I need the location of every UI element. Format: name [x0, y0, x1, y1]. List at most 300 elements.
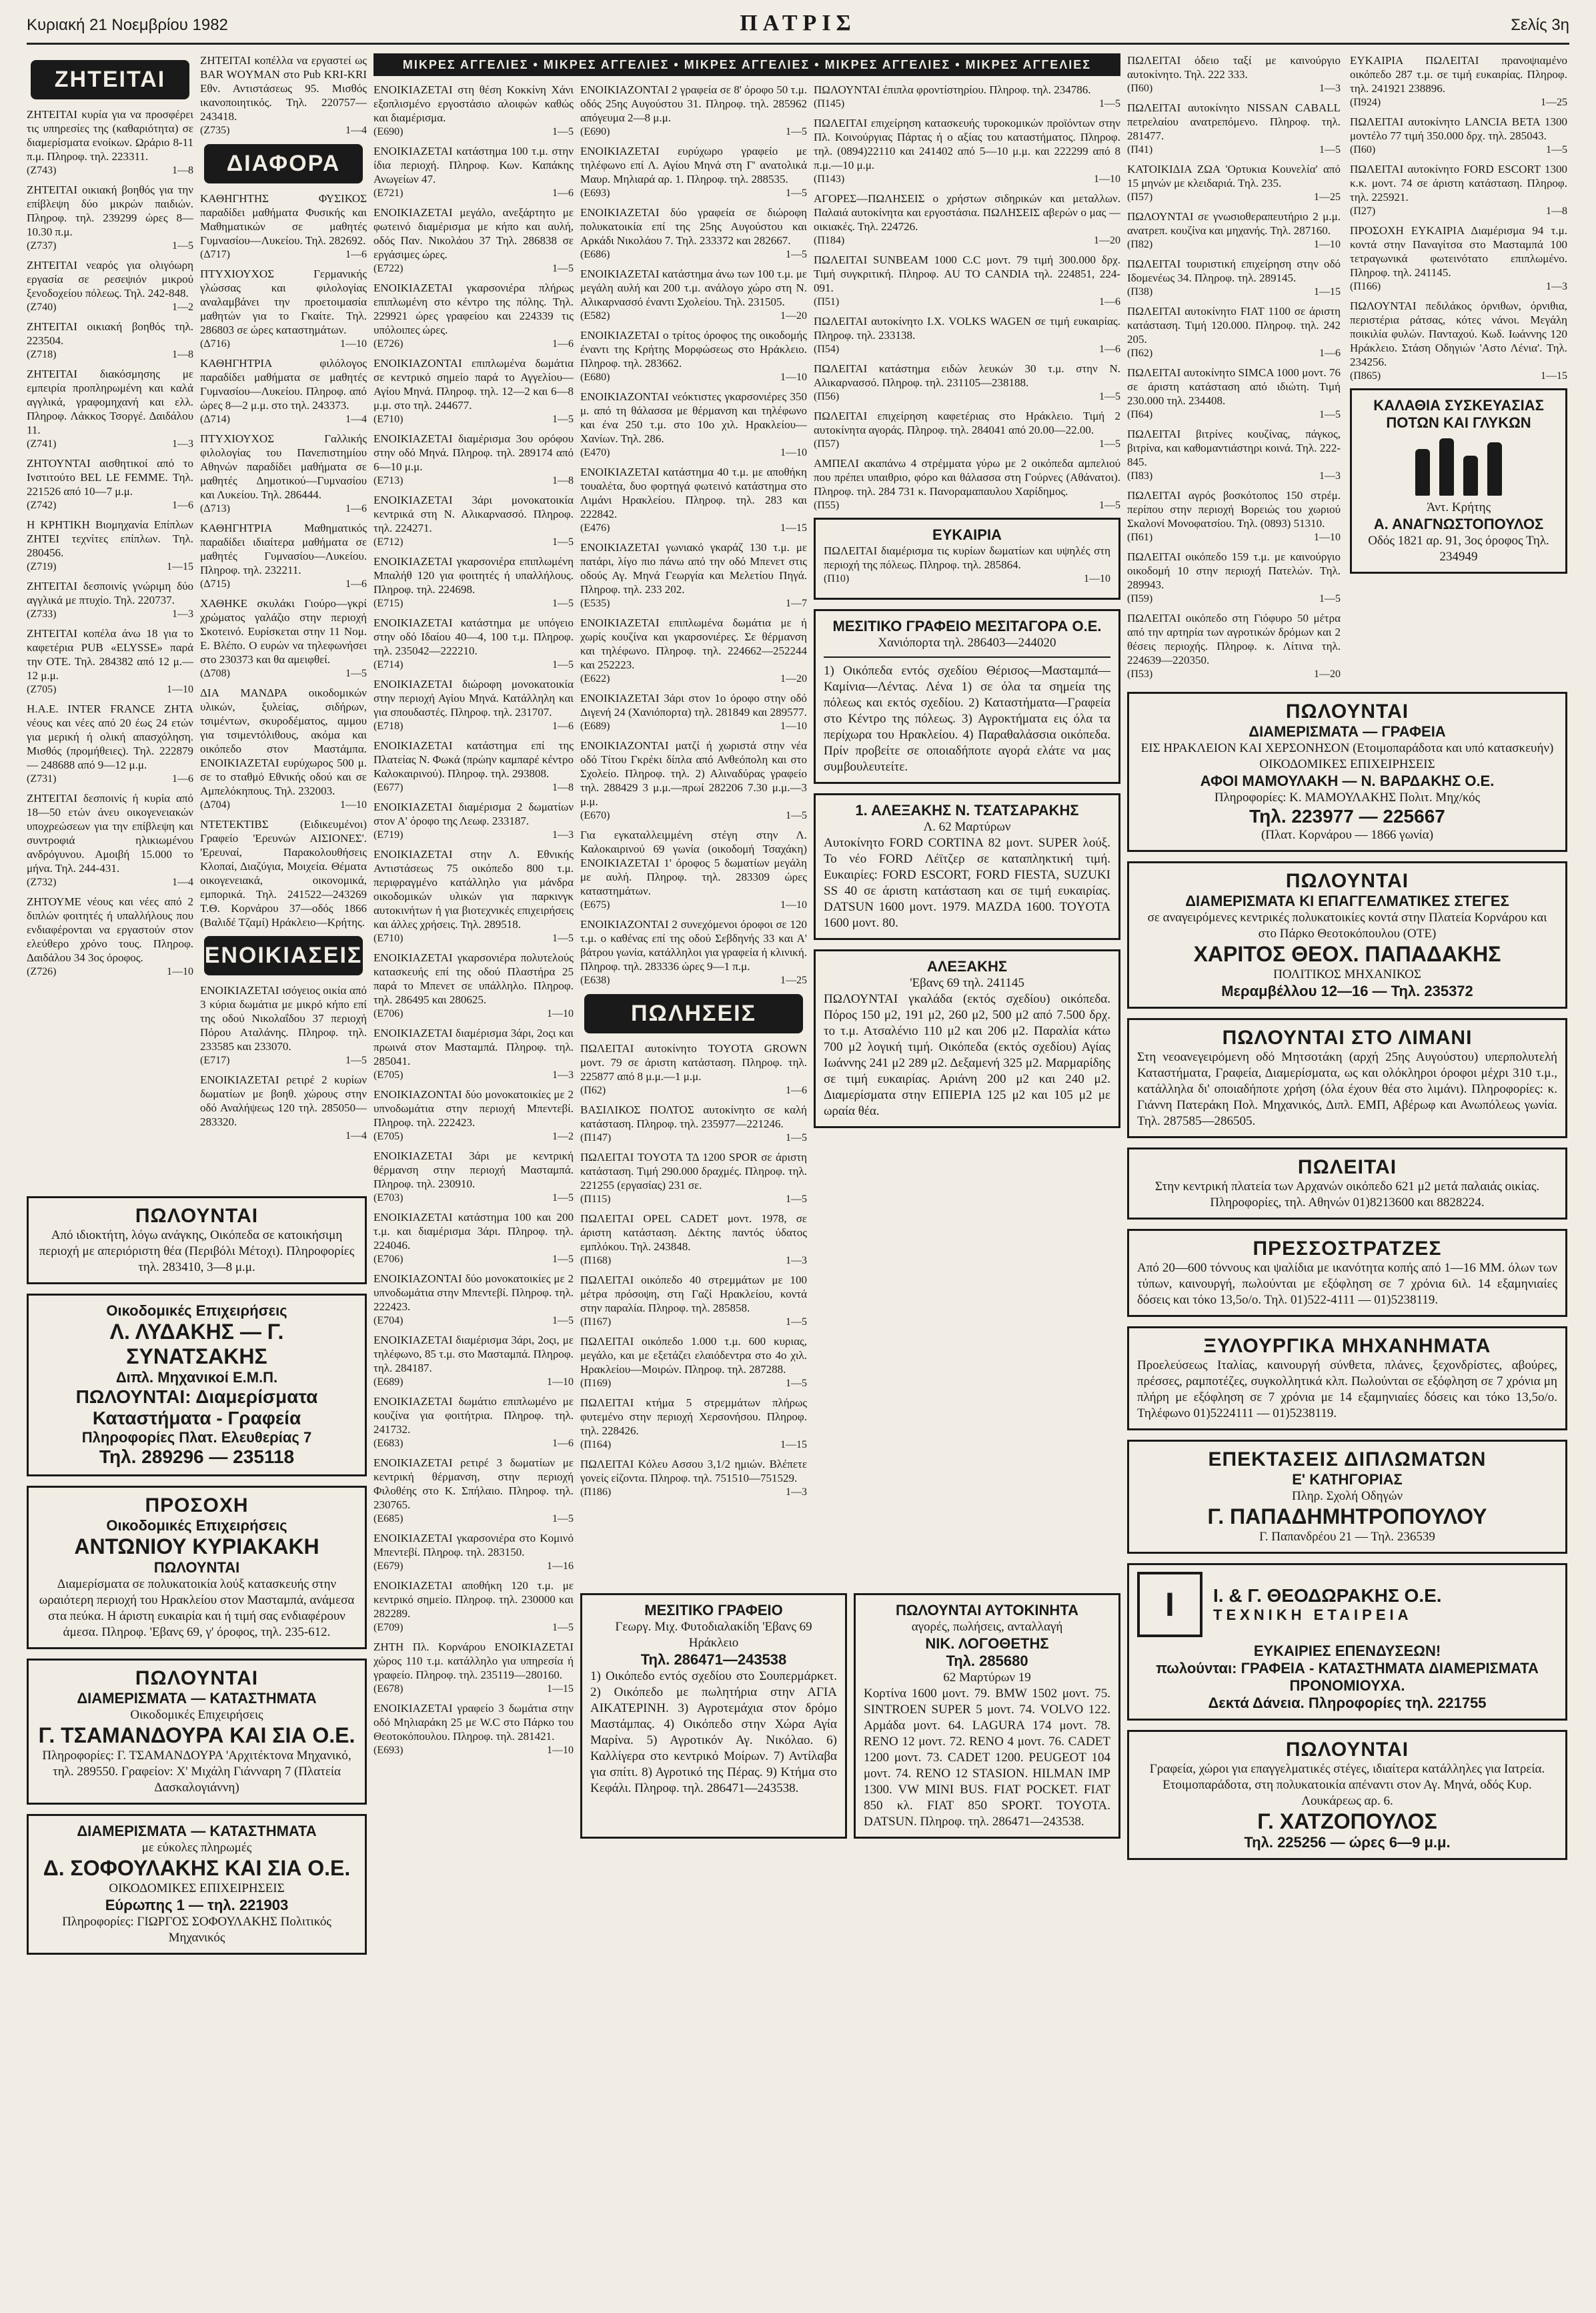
classified-ad: [580, 83, 807, 139]
box-poleitai-center: [1127, 1147, 1567, 1220]
classified-ad: [27, 579, 193, 621]
classified-ad-run: 1—4: [172, 877, 193, 888]
classified-ad: [580, 1103, 807, 1145]
classified-ad-text: ΕΝΟΙΚΙΑΖΕΤΑΙ αποθήκη 120 τ.μ. με κεντρικό σημείο. Πληροφ. τηλ. 230000 και 282289.: [373, 1579, 574, 1620]
classified-ad-run: 1—5: [786, 1132, 807, 1143]
epekt-tel: Γ. Παπανδρέου 21 — Τηλ. 236539: [1259, 1530, 1435, 1544]
chatzopoulos-text: Γραφεία, χώροι για επαγγελματικές στέγες, ιδιαίτερα κατάλληλες για Ιατρεία. Ετοιμοπαράδοτα, στη πολυκατοικία απέναντι στον Αγ. Μηνά, οδός Κυρ. Λουκάρεως αρ. 6.: [1149, 1762, 1545, 1808]
mesitiko-sub: Γεωργ. Μιχ. Φυτοδιαλακίδη 'Εβανς 69 Ηράκλειο: [615, 1620, 812, 1650]
chatzopoulos-tel: Τηλ. 225256 — ώρες 6—9 μ.μ.: [1244, 1834, 1451, 1851]
classified-ad-ref: (E670): [580, 810, 610, 821]
classified-ad-ref: (Π61): [1127, 532, 1153, 543]
classified-ad-text: ΖΗΤΕΙΤΑΙ κυρία για να προσφέρει τις υπηρεσίες της (καθαριότητα) σε διαμερίσματα ενοίκων. Ωράριο 8-11 π.μ. Πληροφ. τηλ. 223311.: [27, 108, 193, 163]
classified-ad-ref: (Π167): [580, 1316, 612, 1328]
classified-ad-text: ΕΝΟΙΚΙΑΖΕΤΑΙ κατάστημα επί της Πλατείας Ν. Φωκά (πρώην καμπαρέ κέντρο Καλοκαιρινού). Πληροφ. τηλ. 293808.: [373, 739, 574, 780]
classified-ad-text: ΝΤΕΤΕΚΤΙΒΣ (Ειδικευμένοι) Γραφείο 'Ερευνών ΑΙΣΙΟΝΕΣ'. 'Ερευναί, Παρακολουθήσεις Κλοπαί, Διαζύγια, Μοιχεία. Θέματα οικογενειακά, οικονομικά, εμπορικά. Τηλ. 241522—243269 Τ.Θ. Κορνάρου 37—οδός 1866 (Βαλιδέ Τζαμί) Ηράκλειο—Κρήτης.: [200, 818, 367, 929]
classified-ad: [580, 739, 807, 823]
tsamandoura-title: ΠΩΛΟΥΝΤΑΙ: [135, 1667, 259, 1689]
limani-text: Στη νεοανεγειρόμενη οδό Μητσοτάκη (αρχή 25ης Αυγούστου) υπερπολυτελή Καταστήματα, Γραφεία, Διαμερίσματα, ως και ολόκληροι όροφοι μέχρι 310 τ.μ., κατάλληλα δι' οποιαδήποτε χρήση (όλα έχουν θέα στο λιμάνι). Πληροφορίες: κ. Γιάννη Πατεράκη Πολ. Μηχανικός, Διπλ. ΕΜΠ, Αβέρωφ και Ανωπόλεως γωνία. Τηλ. 287585—286505.: [1137, 1050, 1557, 1128]
classified-ad: [200, 521, 367, 591]
classified-ad: [27, 518, 193, 574]
classified-ad-ref: (E704): [373, 1315, 404, 1326]
classified-ad-text: ΕΝΟΙΚΙΑΖΕΤΑΙ κατάστημα με υπόγειο στην οδό Ιδαίου 40—4, 100 τ.μ. Πληροφ. τηλ. 235042—222210.: [373, 616, 574, 657]
kyriakakis-sub: Οικοδομικές Επιχειρήσεις: [106, 1517, 287, 1534]
classified-ad-ref: (E715): [373, 598, 404, 609]
classified-ad-run: 1—5: [1319, 593, 1341, 604]
classified-ad: [200, 191, 367, 262]
epekt-sub: Ε' ΚΑΤΗΓΟΡΙΑΣ: [1292, 1471, 1403, 1488]
classified-ad-ref: (E709): [373, 1622, 404, 1633]
classified-ad: [1127, 550, 1341, 606]
classified-ad-text: ΕΝΟΙΚΙΑΖΕΤΑΙ ρετιρέ 2 κυρίων δωματίων με βοηθ. χώρους στην οδό Αναλήψεως 120 τηλ. 285050—283320.: [200, 1073, 367, 1128]
classified-ad-text: ΠΩΛΕΙΤΑΙ οικόπεδο στη Γιόφυρο 50 μέτρα από την αρτηρία των αγροτικών δρόμων και 2 θέσεις περιοχής. Πληροφ. κ. Λίτινα τηλ. 224639—220350.: [1127, 612, 1341, 666]
classified-ad: [1127, 53, 1341, 95]
classified-ad-ref: (Π166): [1350, 281, 1381, 292]
classified-ad-text: ΚΑΘΗΓΗΤΡΙΑ Μαθηματικός παραδίδει ιδιαίτερα μαθήματα σε μαθητές Γυμνασίου—Λυκείου. Πληροφ. τηλ. 232211.: [200, 522, 367, 576]
classified-ad-text: ΠΤΥΧΙΟΥΧΟΣ Γερμανικής γλώσσας και φιλολογίας αναλαμβάνει την προετοιμασία μαθητών για το Γκαίτε. Τηλ. 286803 σε ώρες καταστημάτων.: [200, 268, 367, 336]
classified-ad-run: 1—10: [1084, 573, 1110, 584]
classified-ad-text: ΠΩΛΟΥΝΤΑΙ έπιπλα φροντίστηρίου. Πληροφ. τηλ. 234786.: [814, 83, 1091, 96]
classified-ad-text: ΖΗΤΟΥΜΕ νέους και νέες από 2 διπλών φοιτητές ή υπαλλήλους που ενδιαφέρονται να εργαστούν στον ελεύθερο χρόνο τους. Πληροφ. Δαιδάλου 34 3ος όροφος.: [27, 895, 193, 964]
classified-ad-run: 1—10: [167, 684, 193, 695]
mamoulakis-text: ΕΙΣ ΗΡΑΚΛΕΙΟΝ ΚΑΙ ΧΕΡΣΟΝΗΣΟΝ (Ετοιμοπαράδοτα και υπό κατασκευήν) ΟΙΚΟΔΟΜΙΚΕΣ ΕΠΙΧΕΙΡΗΣΕΙΣ: [1140, 741, 1554, 771]
classified-ad-ref: (E712): [373, 536, 404, 548]
classified-ad-run: 1—5: [345, 1055, 367, 1066]
classified-ad: [580, 465, 807, 535]
classified-ad-run: 1—5: [552, 1192, 574, 1204]
classified-ad-text: ΕΝΟΙΚΙΑΖΕΤΑΙ δωμάτιο επιπλωμένο με κουζίνα για φοιτήτρια. Πληροφ. τηλ. 241732.: [373, 1395, 574, 1436]
classified-ad-text: ΕΝΟΙΚΙΑΖΟΝΤΑΙ δύο μονοκατοικίες με 2 υπνοδωμάτια στην περιοχή Μπεντεβί. Πληροφ. τηλ. 222423.: [373, 1088, 574, 1129]
classified-ad: [1350, 53, 1567, 109]
papadakis-tel: Μεραμβέλλου 12—16 — Τηλ. 235372: [1221, 983, 1473, 999]
classified-ad-run: 1—7: [786, 598, 807, 609]
lydakis-sub: Διπλ. Μηχανικοί Ε.Μ.Π.: [115, 1369, 278, 1386]
classified-ad-ref: (Π62): [1127, 348, 1153, 359]
box-mamoulakis: [1127, 692, 1567, 852]
classified-ad-ref: (Δ715): [200, 578, 230, 590]
presses-text: Από 20—600 τόννους και ψαλίδια με ικανότητα κοπής από 1—16 ΜΜ. όλων των τύπων, καινουργή, πωλούνται με εξόφληση σε 7 χρόνια 6ιλ. 14 εξαμηνιαίες δόσεις και τόκο 13,5ο/ο. Τηλ. 01)522-4111 — 01)5238119.: [1137, 1261, 1557, 1307]
sofoulakis-info: Πληροφορίες: ΓΙΩΡΓΟΣ ΣΟΦΟΥΛΑΚΗΣ Πολιτικός Μηχανικός: [62, 1915, 331, 1945]
classified-ad: [580, 205, 807, 262]
chatzopoulos-name: Γ. ΧΑΤΖΟΠΟΥΛΟΣ: [1257, 1809, 1437, 1833]
classified-ad-ref: (Z737): [27, 240, 57, 252]
classified-ad-ref: (E721): [373, 187, 404, 199]
classified-ad-text: ΠΩΛΕΙΤΑΙ αυτοκίνητο FIAT 1100 σε άριστη κατάσταση. Τιμή 120.000. Πληροφ. τηλ. 242 205.: [1127, 305, 1341, 346]
classified-ad: [373, 1149, 574, 1205]
classified-ad-text: ΠΩΛΕΙΤΑΙ οικόπεδο 40 στρεμμάτων με 100 μέτρα πρόσοψη, στη Γαζί Ηρακλείου, κοντά στην παραλία. Πληροφ. τηλ. 285858.: [580, 1274, 807, 1314]
classified-ad: [580, 144, 807, 200]
classified-ad-ref: (E693): [373, 1745, 404, 1756]
classified-ad: [580, 1150, 807, 1206]
classified-ad-run: 1—10: [547, 1376, 574, 1388]
alexakis1-text: Αυτοκίνητο FORD CORTINA 82 μοντ. SUPER λούξ. Το νέο FORD Λέϊτζερ σε καταπληκτική τιμή. Ευκαιρίες: FORD ESCORT, FORD FIESTA, SUZUKI SS 40 σε άριστη κατάσταση και σε τιμή ευκαιρίας. DATSUN 1600 μοντ. 1979. MAZDA 1600. TOYOTA 1600 μοντ. 80.: [824, 836, 1110, 930]
classified-ad-ref: (Π924): [1350, 97, 1381, 108]
sofoulakis-name: Δ. ΣΟΦΟΥΛΑΚΗΣ ΚΑΙ ΣΙΑ Ο.Ε.: [43, 1856, 351, 1880]
classified-ad-run: 1—6: [552, 338, 574, 350]
classified-ad-ref: (E719): [373, 829, 404, 841]
classified-ad: [1127, 304, 1341, 360]
classified-ad-text: ΕΝΟΙΚΙΑΖΕΤΑΙ ρετιρέ 3 δωματίων με κεντρική θέρμανση, στην περιοχή Φιλοθέης στο Κ. Σπήλαιο. Πληροφ. τηλ. 230765.: [373, 1456, 574, 1511]
classified-ad: [580, 828, 807, 912]
classified-ad-run: 1—15: [780, 1439, 807, 1450]
classified-ad-run: 1—3: [552, 1069, 574, 1081]
alexakis1-address: Λ. 62 Μαρτύρων: [923, 820, 1011, 834]
classified-ad-ref: (E683): [373, 1438, 404, 1449]
classified-ad-text: ΠΩΛΕΙΤΑΙ επιχείρηση κατασκευής τυροκομικών προϊόντων στην Πλ. Κοινούργιας Πάρτας ή ο αξίας του καταστήματος. Πληροφ. τηλ. (0894)22110 και 241402 από 5—10 μ.μ. και 222299 από 8 π.μ.—10 μ.μ.: [814, 117, 1120, 171]
xylourgika-text: Προελεύσεως Ιταλίας, καινουργή σύνθετα, πλάνες, ξεχονδρίστες, αβούρες, πρέσσες, ραμποτέζες, συγκολλητικά κλπ. Πωλούνται σε εξόφληση σε 7 χρόνια μη πλήρη με εξόφληση σε 7 χρόνια με 14 εξαμηνιαίες δόσεις και τόκο 13,5ο/ο. Τηλέφωνο 01)5224111 — 01)5238119.: [1137, 1358, 1557, 1420]
classified-ad: [200, 983, 367, 1067]
theodorakis-sub: ΤΕΧΝΙΚΗ ΕΤΑΙΡΕΙΑ: [1213, 1606, 1413, 1623]
logotheti-title: ΠΩΛΟΥΝΤΑΙ ΑΥΤΟΚΙΝΗΤΑ: [896, 1602, 1078, 1618]
classified-ad-ref: (Z735): [200, 125, 230, 136]
section-header-poliseis: ΠΩΛΗΣΕΙΣ: [584, 994, 803, 1033]
classified-ad: [27, 107, 193, 177]
classified-ad-run: 1—15: [1314, 286, 1341, 298]
classified-ad-text: ΕΝΟΙΚΙΑΖΟΝΤΑΙ 2 συνεχόμενοι όροφοι σε 120 τ.μ. ο καθένας επί της οδού Σεβδηνής 33 και Α' βάτρου γωνία, κατάλληλοι για γραφεία ή κλινική. Πληροφ. τηλ. 283336 ώρες 9—1 π.μ.: [580, 918, 807, 973]
classified-ad-run: 1—2: [172, 302, 193, 313]
ad-list-col4: [580, 83, 807, 987]
classified-ad-text: ΕΝΟΙΚΙΑΖΕΤΑΙ κατάστημα άνω των 100 τ.μ. με μεγάλη αυλή και 200 τ.μ. ανάλογο χώρο στη Ν. Αλικαρνασσό έναντι Σχολείου. Τηλ. 231505.: [580, 268, 807, 308]
classified-ad-run: 1—5: [552, 263, 574, 274]
classified-ad-run: 1—8: [1546, 205, 1567, 217]
presses-title: ΠΡΕΣΣΟΣΤΡΑΤΖΕΣ: [1253, 1238, 1442, 1260]
classified-ad-run: 1—10: [340, 799, 367, 811]
classified-ad-run: 1—10: [547, 1745, 574, 1756]
classified-ad: [373, 493, 574, 549]
classified-ad: [27, 702, 193, 786]
classified-ad-text: ΕΝΟΙΚΙΑΖΕΤΑΙ επιπλωμένα δωμάτια με ή χωρίς κουζίνα και γκαρσονιέρες. Σε θέρμανση και τηλέφωνο. Πληροφ. τηλ. 224662—252244 και 252223.: [580, 616, 807, 671]
classified-ad-run: 1—5: [552, 1513, 574, 1524]
classified-ad-text: ΖΗΤΕΙΤΑΙ οικιακή βοηθός τηλ. 223504.: [27, 320, 193, 347]
classified-ad: [27, 895, 193, 979]
chatzopoulos-title: ΠΩΛΟΥΝΤΑΙ: [1285, 1739, 1409, 1761]
polountai1-text: Από ιδιοκτήτη, λόγω ανάγκης, Οικόπεδα σε κατοικήσιμη περιοχή με απεριόριστη θέα (Περιβόλι Μέτοχι). Πληροφορίες τηλ. 283410, 3—8 μ.μ.: [39, 1228, 355, 1274]
classified-ad-ref: (E718): [373, 721, 404, 732]
classified-ad: [814, 314, 1120, 356]
classified-ad-run: 1—6: [1319, 348, 1341, 359]
classified-ad-text: ΑΓΟΡΕΣ—ΠΩΛΗΣΕΙΣ ο χρήστων σιδηρικών και μεταλλων. Παλαιά αυτοκίνητα και εργοστάσια. ΠΩΛΗΣΕΙΣ αβερών ο μας — οικιακές. Τηλ. 224726.: [814, 192, 1120, 233]
classified-ad-text: ΕΝΟΙΚΙΑΖΟΝΤΑΙ 2 γραφεία σε 8' όροφο 50 τ.μ. οδός 25ης Αυγούστου 31. Πληροφ. τηλ. 285962 απόγευμα 2—8 μ.μ.: [580, 83, 807, 124]
classified-ad: [580, 540, 807, 610]
classified-ad: [814, 116, 1120, 186]
classified-ad-text: ΖΗΤΕΙΤΑΙ νεαρός για ολιγόωρη εργασία σε ρεσεψιόν μικρού ξενοδοχείου πόλεως. Τηλ. 242-848.: [27, 259, 193, 300]
classified-ad: [580, 691, 807, 733]
classified-ad-ref: (E713): [373, 475, 404, 486]
classified-ad-ref: (Π64): [1127, 409, 1153, 420]
classified-ad-ref: (E717): [200, 1055, 230, 1066]
potwn-sub: Άντ. Κρήτης: [1426, 500, 1491, 514]
classified-ad-ref: (E476): [580, 522, 610, 534]
classified-ad: [373, 847, 574, 945]
ad-list-col2b: [200, 191, 367, 929]
classified-ad-text: ΕΝΟΙΚΙΑΖΕΤΑΙ δύο γραφεία σε διώροφη πολυκατοικία επί της 25ης Αυγούστου και Αρκάδι Νικολάου 7. Τηλ. 233372 και 282667.: [580, 206, 807, 247]
classified-ad: [824, 544, 1110, 586]
poleitai-center-title: ΠΩΛΕΙΤΑΙ: [1297, 1156, 1397, 1178]
ad-list-col5: [814, 83, 1120, 512]
box-eykairia-title: ΕΥΚΑΙΡΙΑ: [932, 526, 1002, 543]
classified-ad-run: 1—8: [172, 349, 193, 360]
classified-ad-run: 1—5: [552, 659, 574, 670]
classified-ad-ref: (E710): [373, 414, 404, 425]
classified-ad-text: ΕΝΟΙΚΙΑΖΕΤΑΙ ισόγειος οικία από 3 κύρια δωμάτια με μικρό κήπο επί της οδού Νικολαΐδου 37 περιοχή Πόρου Αταλάνης. Πληροφ. τηλ. 233585 και 233070.: [200, 984, 367, 1053]
classified-ad-ref: (E582): [580, 310, 610, 322]
classified-ad-ref: (Π83): [1127, 470, 1153, 482]
classified-ad-run: 1—16: [547, 1560, 574, 1572]
classified-ad: [1127, 366, 1341, 422]
logotheti-tel: Τηλ. 285680: [946, 1653, 1028, 1669]
classified-ad-text: ΔΙΑ ΜΑΝΔΡΑ οικοδομικών υλικών, ξυλείας, σιδήρων, τσιμέντων, σκυροδέματος, αμμου για τσιμεντόλιθους, ακόμα και οικόπεδο στον Μαστάμπα. ΕΝΟΙΚΙΑΖΕΤΑΙ ευρύχωρος 500 μ. σε το σταθμό Εθνικής οδού και σε Αμπελόκηπους. Τηλ. 232003.: [200, 686, 367, 797]
classified-ad-run: 1—5: [1546, 144, 1567, 155]
classified-ad: [1127, 257, 1341, 299]
box-kyriakakis: [27, 1486, 367, 1649]
classified-ad-text: ΕΝΟΙΚΙΑΖΕΤΑΙ 3άρι μονοκατοικία κεντρικά στη Ν. Αλικαρνασσό. Πληροφ. τηλ. 224271.: [373, 494, 574, 534]
classified-ad: [373, 677, 574, 733]
box-potwn: [1350, 388, 1567, 574]
classified-ad-run: 1—5: [786, 187, 807, 199]
column-4: [580, 83, 807, 2300]
mesitiko-text: 1) Οικόπεδο εντός σχεδίου στο Σουπερμάρκετ. 2) Οικόπεδο με πωλητήρια στην ΑΓΙΑ ΑΙΚΑΤΕΡΙΝΗ. 3) Αγροτεμάχια στον δρόμο Μαστάμπας. 4) Οικόπεδο στην Χώρα Αγία Μαρίνα. 5) Αγροτικόν Αγ. Νικόλαο. 6) Καλλίγερα στο κεντρικό Μοίρων. 7) Αντίλαβα για σπίτι. 8) Αγροτικό της Πέρας. 9) Κτήμα στο Κεφάλι. Πληροφ. τηλ. 286471—243538.: [590, 1669, 837, 1795]
classified-ad-text: ΖΗΤΕΙΤΑΙ διακόσμησης με εμπειρία προπληρωμένη και καλά αγγλικά, γραφομηχανή και ελλ. Πληροφ. Λάκκος Τσοργέ. Δαιδάλου 11.: [27, 368, 193, 436]
classified-ad: [200, 432, 367, 516]
classified-ad: [200, 817, 367, 929]
classified-ad-ref: (Π51): [814, 296, 840, 308]
classified-ad-text: ΖΗΤΗ Πλ. Κορνάρου ΕΝΟΙΚΙΑΖΕΤΑΙ χώρος 110 τ.μ. κατάλληλο για υπηρεσία ή γραφείο. Πληροφ. τηλ. 235119—280160.: [373, 1641, 574, 1681]
classified-ad-run: 1—25: [1314, 191, 1341, 203]
epekt-title: ΕΠΕΚΤΑΣΕΙΣ ΔΙΠΛΩΜΑΤΩΝ: [1208, 1448, 1487, 1470]
classified-ad-run: 1—3: [1546, 281, 1567, 292]
classified-ad: [373, 1210, 574, 1266]
classified-ad-run: 1—10: [1314, 532, 1341, 543]
theodorakis-text2: πωλούνται: ΓΡΑΦΕΙΑ - ΚΑΤΑΣΤΗΜΑΤΑ ΔΙΑΜΕΡΙΣΜΑΤΑ ΠΡΟΝΟΜΙΟΥΧΑ.: [1156, 1660, 1539, 1694]
logotheti-address: 62 Μαρτύρων 19: [943, 1671, 1031, 1685]
classified-ad-text: ΖΗΤΕΙΤΑΙ δεσποινίς ή κυρία από 18—50 ετών άνευ οικογενειακών υποχρεώσεων για την επίβλεψη και συντροφιά ηλικιωμένου ανδρόγυνου. Αμοιβή 15.000 το μήνα. Τηλ. 244-431.: [27, 792, 193, 875]
classified-ad-run: 1—10: [780, 372, 807, 383]
classified-ad-ref: (E726): [373, 338, 404, 350]
classified-ad-run: 1—6: [1099, 296, 1120, 308]
classified-ad: [814, 253, 1120, 309]
classified-ad-text: ΠΩΛΟΥΝΤΑΙ πεδιλάκος όρνιθων, όρνιθια, περιστέρια ράτσας, κότες νάνοι. Μεγάλη ποικιλία φυλών. Πανταχού. Κωδ. Ιωάννης 120 Ηράκλειο. Στάση Οδηγιών 'Αστο Λένια'. Τηλ. 234256.: [1350, 300, 1567, 368]
classified-ad-ref: (Π147): [580, 1132, 612, 1143]
potwn-tel: Οδός 1821 αρ. 91, 3ος όροφος Τηλ. 234949: [1368, 534, 1549, 564]
classified-ad-ref: (E685): [373, 1513, 404, 1524]
classified-ad-text: ΧΑΘΗΚΕ σκυλάκι Γιούρο—γκρί χρώματος γαλάζιο στην περιοχή Σκοτεινό. Ευρίσκεται στην 11 Νομ. Ε. Βλέπο. Ο ευρών να τηλεφωνήσει στο 230373 και θα αμειφθεί.: [200, 597, 367, 666]
classified-ad-run: 1—10: [780, 899, 807, 911]
classified-ad-run: 1—15: [547, 1683, 574, 1695]
classified-ad: [580, 1041, 807, 1097]
classified-ad: [580, 1212, 807, 1268]
classified-ad-text: ΠΩΛΕΙΤΑΙ κτήμα 5 στρεμμάτων πλήρως φυτεμένο στην περιοχή Χερσονήσου. Πληροφ. τηλ. 228426.: [580, 1396, 807, 1437]
classified-ad-text: ΠΩΛΕΙΤΑΙ οικόπεδο 1.000 τ.μ. 600 κυριας, μεγάλο, και με εξετάζει ελαιόδεντρα στο 4ο χιλ. Ηρακλείου—Μοιρών. Πληροφ. τηλ. 287288.: [580, 1335, 807, 1376]
classified-ad: [373, 281, 574, 351]
ad-list-col2: [200, 53, 367, 137]
classified-ad-run: 1—5: [786, 1316, 807, 1328]
classified-ad: [1127, 427, 1341, 483]
classified-ad: [373, 144, 574, 200]
classified-ad-ref: (E686): [580, 249, 610, 260]
theodorakis-title: Ι. & Γ. ΘΕΟΔΩΡΑΚΗΣ Ο.Ε.: [1213, 1585, 1442, 1606]
classified-ad: [200, 1073, 367, 1143]
classified-ad-run: 1—5: [786, 1194, 807, 1205]
classified-ad: [373, 1087, 574, 1143]
classified-ad-ref: (Π143): [814, 173, 845, 185]
classified-ad-text: ΠΩΛΕΙΤΑΙ βιτρίνες κουζίνας, πάγκος, βιτρίνα, και καθομαντιάστηρι κοινά. Τηλ. 222-845.: [1127, 428, 1341, 468]
mesitagora-title: ΜΕΣΙΤΙΚΟ ΓΡΑΦΕΙΟ ΜΕΣΙΤΑΓΟΡΑ Ο.Ε.: [832, 618, 1102, 634]
classified-ad: [580, 267, 807, 323]
classified-ad: [580, 1457, 807, 1499]
classified-ad-run: 1—6: [345, 249, 367, 260]
classified-ad: [373, 616, 574, 672]
classified-ad-run: 1—10: [167, 966, 193, 977]
classified-ad-ref: (Π169): [580, 1378, 612, 1389]
ad-list-col2c: [200, 983, 367, 1143]
classified-ad-run: 1—5: [1319, 409, 1341, 420]
lydakis-title: Οικοδομικές Επιχειρήσεις: [106, 1302, 287, 1319]
classified-ad-text: ΕΝΟΙΚΙΑΖΟΝΤΑΙ δύο μονοκατοικίες με 2 υπνοδωμάτια στην Μπεντεβί. Πληροφ. τηλ. 222423.: [373, 1272, 574, 1313]
classified-ad-run: 1—6: [786, 1085, 807, 1096]
classified-ad-text: ΠΩΛΟΥΝΤΑΙ σε γνωσιοθεραπευτήριο 2 μ.μ. ανατρεπ. κουζίνα και μηχανής. Τηλ. 287160.: [1127, 210, 1341, 237]
classified-ad-run: 1—5: [552, 598, 574, 609]
box-sofoulakis: [27, 1814, 367, 1955]
classified-ad-run: 1—20: [1314, 668, 1341, 680]
classified-ad-run: 1—6: [552, 187, 574, 199]
classified-ad-run: 1—2: [552, 1131, 574, 1142]
tsamandoura-name: Γ. ΤΣΑΜΑΝΔΟΥΡΑ ΚΑΙ ΣΙΑ Ο.Ε.: [38, 1723, 355, 1747]
classified-ad-ref: (Π41): [1127, 144, 1153, 155]
logotheti-name: ΝΙΚ. ΛΟΓΟΘΕΤΗΣ: [925, 1635, 1049, 1652]
classified-ad-text: ΕΝΟΙΚΙΑΖΕΤΑΙ κατάστημα 100 και 200 τ.μ. και διαμέρισμα 3άρι. Πληροφ. τηλ. 224046.: [373, 1211, 574, 1252]
classified-ad-text: ΕΝΟΙΚΙΑΖΕΤΑΙ κατάστημα 40 τ.μ. με αποθήκη τουαλέτα, δυο φορτηγά φωτεινό κατάστημα στο Λιμάνι Ηρακλείου. Πληροφ. τηλ. 283 και 222842.: [580, 466, 807, 520]
papadakis-title2: ΠΟΛΙΤΙΚΟΣ ΜΗΧΑΝΙΚΟΣ: [1273, 967, 1421, 981]
classified-ad-ref: (E706): [373, 1008, 404, 1019]
classified-ad-ref: (E678): [373, 1683, 404, 1695]
classified-ad-run: 1—8: [172, 165, 193, 176]
classified-ad-run: 1—5: [552, 126, 574, 137]
classified-ad-ref: (Π62): [580, 1085, 606, 1096]
classified-ad-ref: (Π168): [580, 1255, 612, 1266]
classified-ad: [580, 917, 807, 987]
classified-ad-ref: (Z731): [27, 773, 57, 785]
classified-ad-run: 1—20: [780, 310, 807, 322]
classified-ad: [373, 1640, 574, 1696]
classified-ad-run: 1—15: [1541, 370, 1567, 382]
classified-ad-text: ΕΝΟΙΚΙΑΖΕΤΑΙ κατάστημα 100 τ.μ. στην ίδια περιοχή. Πληροφ. Κων. Καπάκης Ανωγείων 47.: [373, 145, 574, 185]
classified-ad-text: ΑΜΠΕΛΙ ακαπάνω 4 στρέμματα γύρω με 2 οικόπεδα αμπελιού που πρέπει υπαιθριο, φόρο και θάλασσα στη Γούρνες (Αθάνατοι). Πληροφ. τηλ. 284 731 κ. Πανοραμαπαυλου Χαρίδημος.: [814, 457, 1120, 498]
classified-ad-ref: (E638): [580, 975, 610, 986]
box-logotheti: [854, 1593, 1120, 1839]
classified-ad: [373, 205, 574, 276]
classified-ad-run: 1—5: [1319, 144, 1341, 155]
classified-ad: [27, 320, 193, 362]
classified-ad-text: ΠΩΛΕΙΤΑΙ επιχείρηση καφετέριας στο Ηράκλειο. Τιμή 2 αυτοκίνητα αγοράς. Πληροφ. τηλ. 284041 από 20.00—22.00.: [814, 410, 1120, 436]
box-lydakis: [27, 1294, 367, 1476]
classified-ad-text: ΠΩΛΕΙΤΑΙ αυτοκίνητο I.X. VOLKS WAGEN σε τιμή ευκαιρίας. Πληροφ. τηλ. 233138.: [814, 315, 1120, 342]
box-polountai1: [27, 1196, 367, 1284]
classified-ad-text: ΠΩΛΕΙΤΑΙ SUNBEAM 1000 C.C μοντ. 79 τιμή 300.000 δρχ. Τιμή συγκριτική. Πληροφ. AU TO CANDIA τηλ. 224851, 224-091.: [814, 254, 1120, 294]
classified-ad: [373, 554, 574, 610]
classified-ad-text: ΠΩΛΕΙΤΑΙ TOYOTA ΤΔ 1200 SPOR σε άριστη κατάσταση. Τιμή 290.000 δραχμές. Πληροφ. τηλ. 221255 (εργασίας) 231 σε.: [580, 1151, 807, 1192]
classified-ad-run: 1—10: [547, 1008, 574, 1019]
classified-ad-run: 1—5: [1099, 391, 1120, 402]
sofoulakis-tel: Εύρωπης 1 — τηλ. 221903: [105, 1897, 289, 1913]
classified-ad-ref: (Π10): [824, 573, 850, 584]
classified-ad: [1127, 488, 1341, 544]
classified-ad-text: ΖΗΤΕΙΤΑΙ δεσποινίς γνώριμη δύο αγγλικά με πτυχίο. Τηλ. 220737.: [27, 580, 193, 606]
classified-ad-text: ΕΝΟΙΚΙΑΖΟΝΤΑΙ ματζί ή χωριστά στην νέα οδό Τίτου Γκρέκι δίπλα από Ανθεόπολη και στο Σχολείο. Πληροφ. τηλ. 2) Αλιναδύρας γραφείο τηλ. 288429 3 μ.μ.—πρωί 282206 7.30 μ.μ.—3 μ.μ.: [580, 739, 807, 808]
classified-ad-ref: (Π60): [1127, 83, 1153, 94]
classified-ad-text: ΠΩΛΕΙΤΑΙ αυτοκίνητο LANCIA BETA 1300 μοντέλο 77 τιμή 350.000 δρχ. τηλ. 285043.: [1350, 115, 1567, 142]
classified-ad-ref: (Z743): [27, 165, 57, 176]
mamoulakis-tel: Τηλ. 223977 — 225667: [1249, 806, 1445, 827]
box-tsamandoura: [27, 1659, 367, 1805]
classified-ad-run: 1—3: [552, 829, 574, 841]
sofoulakis-title: ΔΙΑΜΕΡΙΣΜΑΤΑ — ΚΑΤΑΣΤΗΜΑΤΑ: [77, 1823, 317, 1839]
classified-ad-ref: (Δ704): [200, 799, 230, 811]
classified-ad: [27, 183, 193, 253]
classified-ad-ref: (E690): [580, 126, 610, 137]
classified-ad-text: ΕΝΟΙΚΙΑΖΕΤΑΙ γκαρσονιέρα πλήρως επιπλωμένη στο κέντρο της πόλης. Τηλ. 229921 ώρες γραφείου και 224339 τις υπόλοιπες ώρες.: [373, 282, 574, 336]
classified-ad-text: ΕΝΟΙΚΙΑΖΕΤΑΙ διαμέρισμα 3ου ορόφου στην οδό Μηνά. Πληροφ. τηλ. 289174 από 6—10 μ.μ.: [373, 432, 574, 473]
classified-ad-ref: (E714): [373, 659, 404, 670]
classified-ad: [1127, 162, 1341, 204]
classified-ad-run: 1—15: [167, 561, 193, 572]
classified-ad: [373, 1272, 574, 1328]
ad-list-col4b: [580, 1041, 807, 1499]
classified-ad-text: Η ΚΡΗΤΙΚΗ Βιομηχανία Επίπλων ZHTEI τεχνίτες επίπλων. Τηλ. 280456.: [27, 518, 193, 559]
classified-ad-run: 1—3: [172, 608, 193, 620]
limani-title: ΠΩΛΟΥΝΤΑΙ ΣΤΟ ΛΙΜΑΝΙ: [1222, 1027, 1473, 1049]
classified-ad-ref: (E703): [373, 1192, 404, 1204]
mesitagora-address: Χανιόπορτα τηλ. 286403—244020: [878, 636, 1056, 650]
classified-ad: [27, 626, 193, 697]
classified-ad-ref: (E693): [580, 187, 610, 199]
box-eykairia: [814, 518, 1120, 600]
box-xylourgika: [1127, 1326, 1567, 1430]
classified-ad: [1127, 611, 1341, 681]
sofoulakis-sub2: ΟΙΚΟΔΟΜΙΚΕΣ ΕΠΙΧΕΙΡΗΣΕΙΣ: [109, 1881, 285, 1895]
classified-ad: [373, 83, 574, 139]
epekt-text: Πληρ. Σχολή Οδηγών: [1291, 1489, 1403, 1503]
classified-ad-run: 1—6: [1099, 344, 1120, 355]
lydakis-name: Λ. ΛΥΔΑΚΗΣ — Γ. ΣΥΝΑΤΣΑΚΗΣ: [109, 1320, 284, 1368]
classified-ad: [580, 1273, 807, 1329]
classified-ad-ref: (Z740): [27, 302, 57, 313]
classified-ad-text: ΠΩΛΕΙΤΑΙ όδειο ταξί με καινούργιο αυτοκίνητο. Τηλ. 222 333.: [1127, 54, 1341, 81]
classified-ad-ref: (Π82): [1127, 239, 1153, 250]
section-header-diafora: ΔΙΑΦΟΡΑ: [204, 144, 363, 183]
classified-ad-ref: (E722): [373, 263, 404, 274]
classified-ad: [373, 951, 574, 1021]
tsamandoura-text: Πληροφορίες: Γ. ΤΣΑΜΑΝΔΟΥΡΑ 'Αρχιτέκτονα Μηχανικό, τηλ. 289550. Γραφείον: Χ' Μιχάλη Γιάνναρη 7 (Πλατεία Δασκαλογιάννη): [42, 1749, 351, 1795]
classified-ad-text: ΕΝΟΙΚΙΑΖΕΤΑΙ 3άρι στον 1ο όροφο στην οδό Διγενή 24 (Χανιόπορτα) τηλ. 281849 και 289577.: [580, 692, 807, 719]
sofoulakis-sub: με εύκολες πληρωμές: [141, 1841, 252, 1855]
classified-ad-run: 1—20: [780, 673, 807, 684]
mamoulakis-info: Πληροφορίες: Κ. ΜΑΜΟΥΛΑΚΗΣ Πολιτ. Μηχ/κός: [1214, 791, 1481, 805]
classified-ad-text: ΕΝΟΙΚΙΑΖΕΤΑΙ μεγάλο, ανεξάρτητο με φωτεινό διαμέρισμα με κήπο και αυλή, οδός Παν. Νικολάου 37 Τηλ. 286838 σε εργάσιμες ώρες.: [373, 206, 574, 261]
logotheti-text: Κορτίνα 1600 μοντ. 79. BMW 1502 μοντ. 75. SINTROEN SUPER 5 μοντ. 74. VOLVO 122. Αρμάδα μοντ. 64. LAGURA 174 μοντ. 78. RENO 12 μοντ. 72. RENO 4 μοντ. 76. CADET 1200 μοντ. 73. CADET 1200. PEUGEOT 104 μοντ. 74. RENO 12 STASION. HILMAN IMP 1300. VW MINI BUS. FIAT POCKET. FIAT 850 κλ. FIAT 850 SPORT. TOYOTA. DATSUN. Πληροφ. τηλ. 286471—243538.: [864, 1687, 1110, 1829]
classified-ad-text: ΕΝΟΙΚΙΑΖΕΤΑΙ γκαρσονιέρα πολυτελούς κατασκευής επί της οδού Πλαστήρα 25 παρά το Μπενετ σε υπάλληλο. Πληροφ. τηλ. 286495 και 280625.: [373, 951, 574, 1006]
classified-ad-text: ΚΑΤΟΙΚΙΔΙΑ ΖΩΑ 'Ορτυκια Κουνελία' από 15 μηνών με κλειδαριά. Τηλ. 235.: [1127, 163, 1341, 189]
classified-ad-text: ΖΗΤΕΙΤΑΙ κοπέλλα να εργαστεί ως BAR WOYMAN στο Pub KRI-KRI Εθν. Αντιστάσεως 95. Μισθός ικανοποιητικός. Τηλ. 220757—243418.: [200, 54, 367, 123]
classified-ad-ref: (Π56): [814, 391, 840, 402]
classified-ad: [580, 1396, 807, 1452]
classified-ad-ref: (Π186): [580, 1486, 612, 1498]
classified-ad-text: ΕΝΟΙΚΙΑΖΕΤΑΙ διαμέρισμα 3άρι, 2οςι και πρωινά στον Μασταμπά. Πληροφ. τηλ. 285041.: [373, 1027, 574, 1067]
ad-list-col1: [27, 107, 193, 979]
classified-ad: [27, 791, 193, 889]
classified-ad-text: ΕΝΟΙΚΙΑΖΕΤΑΙ γκαρσονιέρα στο Κομινό Μπεντεβί. Πληροφ. τηλ. 283150.: [373, 1532, 574, 1558]
classified-ad-ref: (E705): [373, 1069, 404, 1081]
classified-ad: [1350, 162, 1567, 218]
